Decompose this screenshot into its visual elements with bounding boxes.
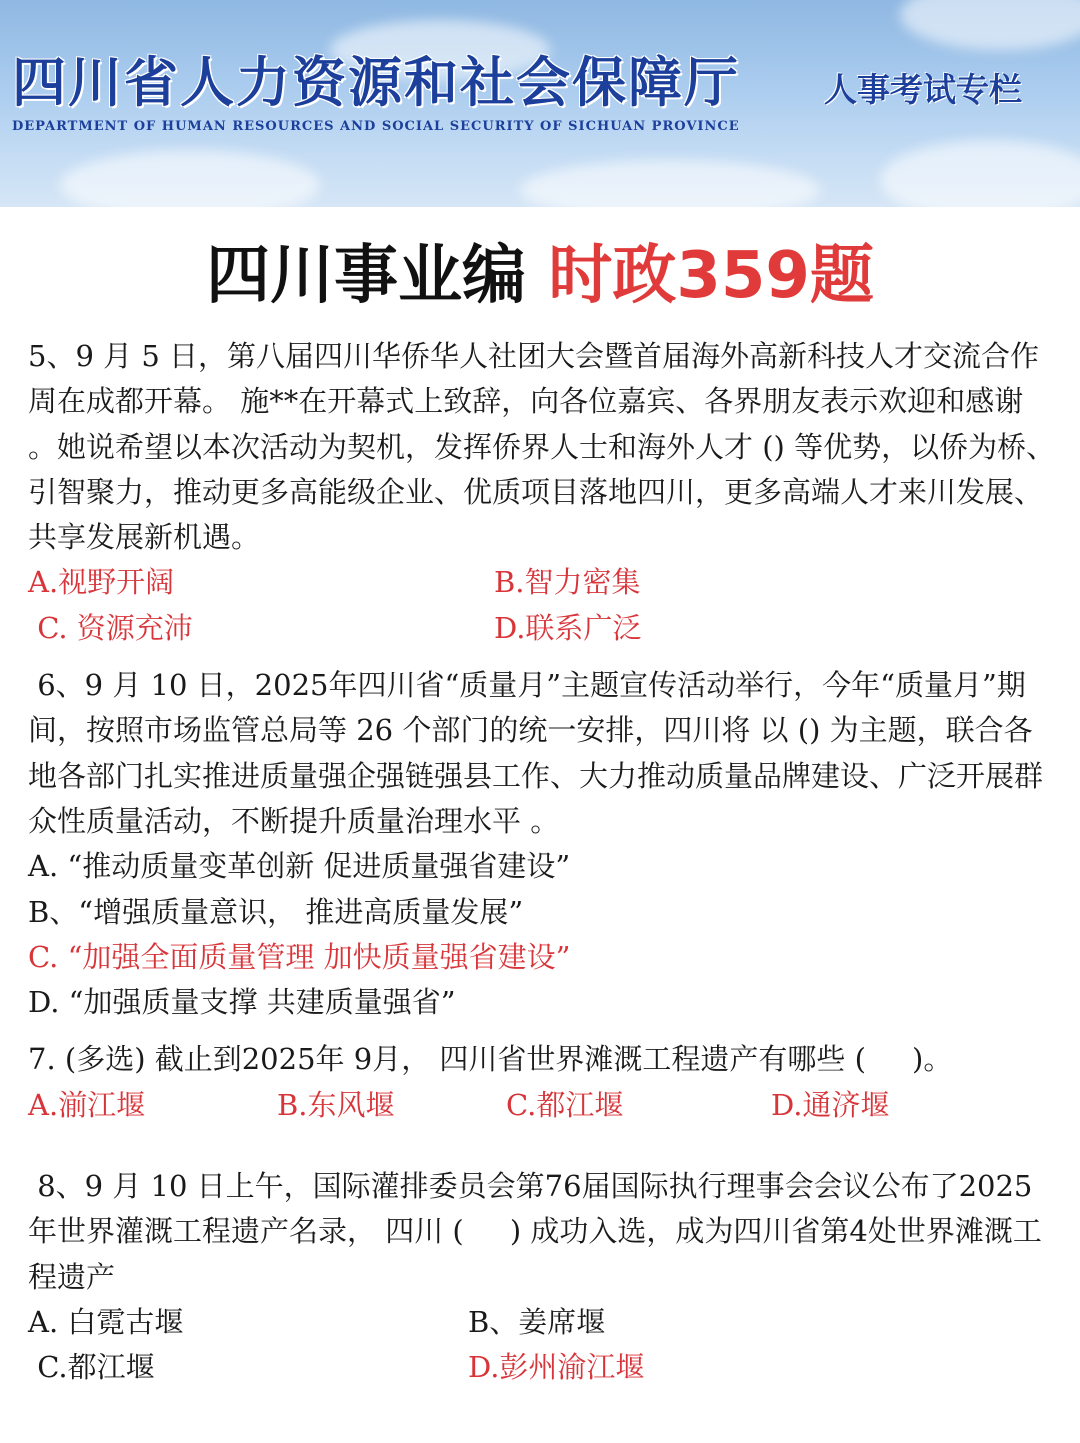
option-row	[28, 1083, 1058, 1128]
question-8	[28, 1164, 1058, 1390]
option-c: C.都江堰	[506, 1087, 624, 1122]
spacer	[28, 1128, 1058, 1164]
option-row	[28, 560, 1058, 605]
option-a: A.湔江堰	[28, 1087, 146, 1122]
question-6	[28, 663, 1058, 1025]
question-stem: 5、9 月 5 日，第八届四川华侨华人社团大会暨首届海外高新科技人才交流合作周在成都开幕。 施**在开幕式上致辞，向各位嘉宾、各界朋友表示欢迎和感谢 。她说希望以本次活动为契机，发挥侨界人士和海外人才 () 等优势，以侨为桥、引智聚力，推动更多高能级企业、优质项目落地四川，更多高端人才来川发展、共享发展新机遇。	[28, 339, 1056, 555]
spacer	[28, 1025, 1058, 1037]
question-stem: 7. (多选) 截止到2025年 9月， 四川省世界滩溉工程遗产有哪些 ( )。	[28, 1042, 953, 1077]
option-row	[28, 1345, 1058, 1390]
option-c: C. 资源充沛	[28, 610, 193, 645]
title-part-black: 四川事业编	[206, 239, 549, 313]
title-part-red: 时政359题	[548, 239, 874, 313]
department-name-english: DEPARTMENT OF HUMAN RESOURCES AND SOCIAL SECURITY OF SICHUAN PROVINCE	[12, 119, 740, 134]
option-row	[28, 1300, 1058, 1345]
option-d: D. “加强质量支撑 共建质量强省”	[28, 985, 456, 1020]
option-c: C. “加强全面质量管理 加快质量强省建设”	[28, 939, 571, 974]
question-list	[28, 334, 1058, 1391]
option-a: A. “推动质量变革创新 促进质量强省建设”	[28, 849, 571, 884]
option-a: A. 白霓古堰	[28, 1304, 184, 1339]
option-a: A.视野开阔	[28, 565, 175, 600]
option-d: D.彭州渝江堰	[468, 1350, 645, 1385]
option-b: B、“增强质量意识， 推进高质量发展”	[28, 894, 524, 929]
cloud-decoration	[60, 150, 320, 207]
question-5	[28, 334, 1058, 651]
option-d: D.联系广泛	[494, 610, 642, 645]
department-name: 四川省人力资源和社会保障厅	[12, 51, 740, 114]
option-c: C.都江堰	[28, 1350, 155, 1385]
option-b: B.智力密集	[494, 565, 641, 600]
option-d: D.通济堰	[771, 1087, 890, 1122]
cloud-decoration	[900, 0, 1080, 50]
question-7	[28, 1037, 1058, 1128]
option-b: B.东风堰	[277, 1087, 395, 1122]
spacer	[28, 651, 1058, 663]
option-row	[28, 606, 1058, 651]
option-b: B、姜席堰	[468, 1304, 606, 1339]
question-stem: 8、9 月 10 日上午，国际灌排委员会第76届国际执行理事会会议公布了2025年世界灌溉工程遗产名录， 四川 ( ) 成功入选，成为四川省第4处世界滩溉工程遗产	[28, 1169, 1042, 1294]
exam-column-label: 人事考试专栏	[824, 70, 1022, 109]
header-banner	[0, 0, 1080, 207]
question-stem: 6、9 月 10 日，2025年四川省“质量月”主题宣传活动举行，今年“质量月”期间，按照市场监管总局等 26 个部门的统一安排，四川将 以 () 为主题，联合各地各部门扎实推进质量强企强链强县工作、大力推动质量品牌建设、广泛开展群众性质量活动，不断提升质量治理水平 。	[28, 668, 1044, 838]
page-title	[0, 236, 1080, 316]
cloud-decoration	[520, 160, 820, 207]
cloud-decoration	[880, 140, 1080, 207]
